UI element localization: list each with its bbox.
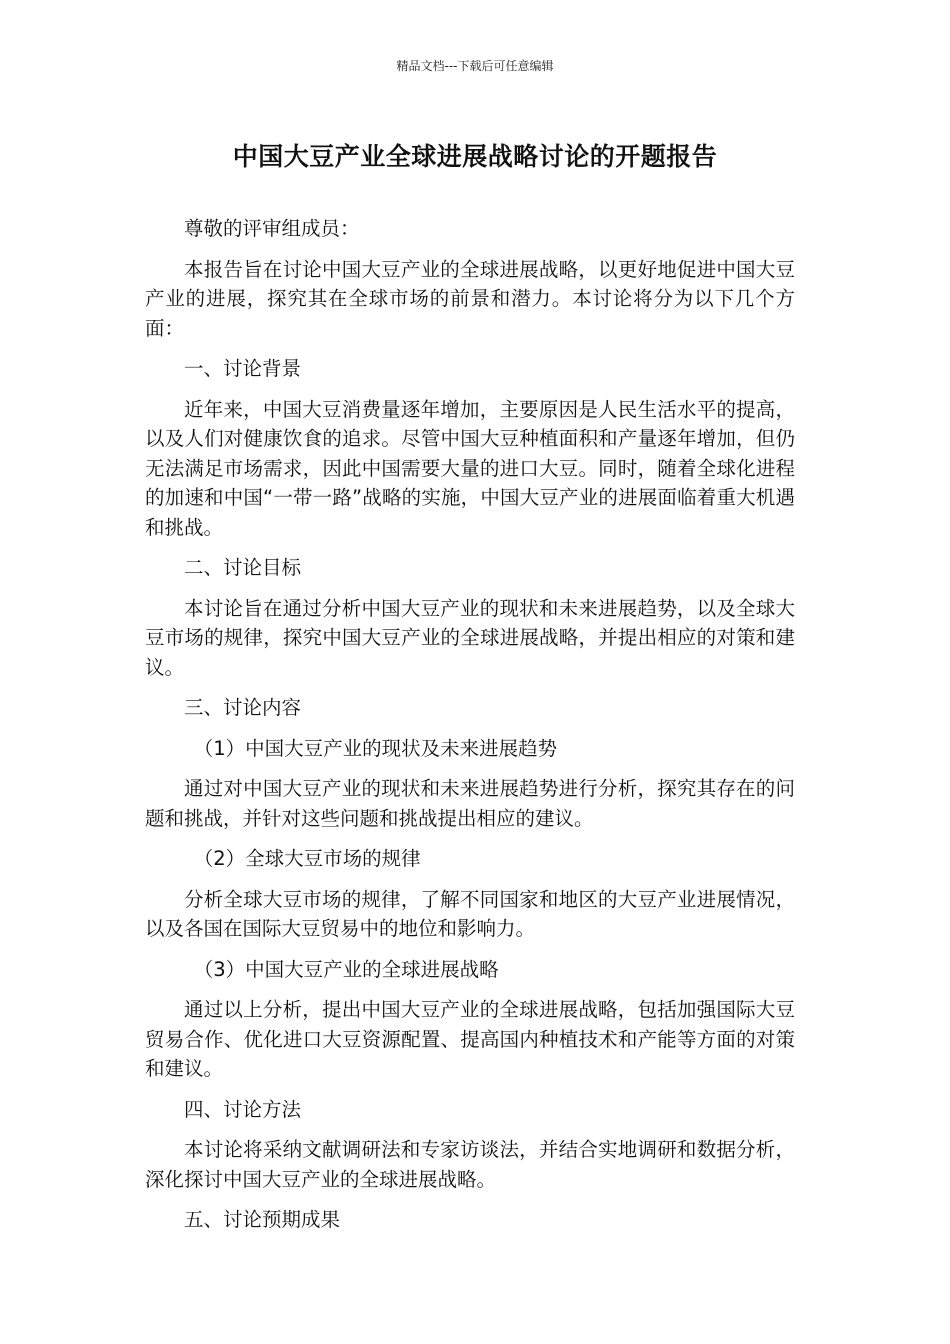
methods-paragraph: 本讨论将采纳文献调研法和专家访谈法，并结合实地调研和数据分析，深化探讨中国大豆产业的全球进展战略。 bbox=[145, 1138, 795, 1191]
section-heading-background: 一、讨论背景 bbox=[184, 357, 302, 380]
content-paragraph-3: 通过以上分析，提出中国大豆产业的全球进展战略，包括加强国际大豆贸易合作、优化进口大豆资源配置、提高国内种植技术和产能等方面的对策和建议。 bbox=[145, 998, 795, 1080]
page-header: 精品文档---下载后可任意编辑 bbox=[396, 59, 554, 73]
content-paragraph-1: 通过对中国大豆产业的现状和未来进展趋势进行分析，探究其存在的问题和挑战，并针对这些问题和挑战提出相应的建议。 bbox=[145, 777, 795, 830]
goals-paragraph: 本讨论旨在通过分析中国大豆产业的现状和未来进展趋势，以及全球大豆市场的规律，探究中国大豆产业的全球进展战略，并提出相应的对策和建议。 bbox=[145, 596, 795, 679]
section-heading-methods: 四、讨论方法 bbox=[184, 1097, 302, 1121]
background-paragraph: 近年来，中国大豆消费量逐年增加，主要原因是人民生活水平的提高，以及人们对健康饮食的追求。尽管中国大豆种植面积和产量逐年增加，但仍无法满足市场需求，因此中国需要大量的进口大豆。同时，随着全球化进程的加速和中国“一带一路”战略的实施，中国大豆产业的进展面临着重大机遇和挑战。 bbox=[145, 397, 795, 539]
salutation: 尊敬的评审组成员： bbox=[184, 217, 360, 240]
section-heading-content: 三、讨论内容 bbox=[184, 696, 302, 719]
document-body bbox=[145, 214, 795, 1246]
subheading-3: （3）中国大豆产业的全球进展战略 bbox=[193, 957, 499, 981]
subheading-1: （1）中国大豆产业的现状及未来进展趋势 bbox=[193, 736, 558, 760]
subheading-2: （2）全球大豆市场的规律 bbox=[193, 847, 421, 870]
document-title: 中国大豆产业全球进展战略讨论的开题报告 bbox=[232, 142, 718, 171]
intro-paragraph: 本报告旨在讨论中国大豆产业的全球进展战略，以更好地促进中国大豆产业的进展，探究其在全球市场的前景和潜力。本讨论将分为以下几个方面： bbox=[145, 257, 795, 340]
section-heading-outcomes: 五、讨论预期成果 bbox=[184, 1208, 341, 1231]
content-paragraph-2: 分析全球大豆市场的规律，了解不同国家和地区的大豆产业进展情况，以及各国在国际大豆贸易中的地位和影响力。 bbox=[145, 887, 795, 940]
section-heading-goals: 二、讨论目标 bbox=[184, 556, 302, 579]
